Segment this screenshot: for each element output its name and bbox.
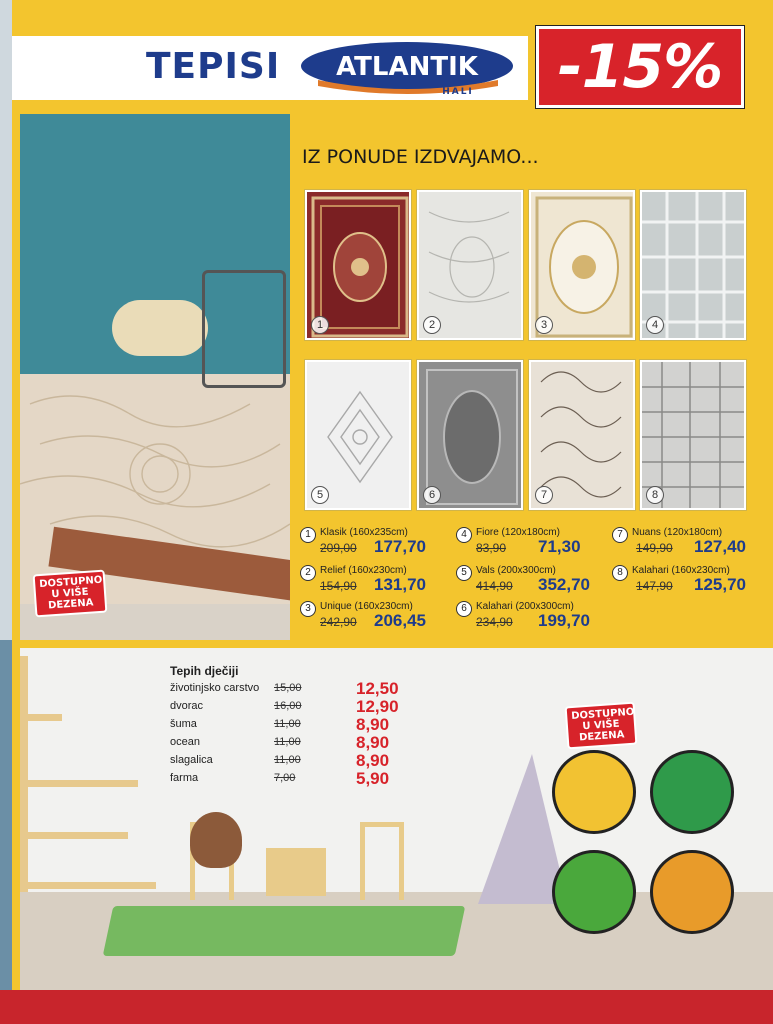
- shelf-board: [28, 780, 138, 787]
- rug-number: 1: [311, 316, 329, 334]
- old-price: 234,90: [476, 615, 513, 629]
- rug-number: 6: [423, 486, 441, 504]
- kids-price-row: [170, 751, 410, 770]
- kids-item-name: slagalica: [170, 754, 213, 766]
- mat-pattern-circle: [552, 750, 636, 834]
- rug-thumb-nuans[interactable]: [529, 360, 635, 510]
- item-name: Vals (200x300cm): [476, 565, 556, 576]
- badge-line: DEZENA: [47, 597, 94, 612]
- mat-pattern-circle: [650, 850, 734, 934]
- offer-title: IZ PONUDE IZDVAJAMO...: [302, 146, 539, 168]
- rug-number: 4: [646, 316, 664, 334]
- kids-item-name: farma: [170, 772, 199, 784]
- badge-line: DOSTUPNO: [570, 706, 635, 723]
- rug-thumb-unique[interactable]: [529, 190, 635, 340]
- teddy-bear: [190, 812, 242, 868]
- rug-thumb-klasik[interactable]: [305, 190, 411, 340]
- item-number: 6: [456, 601, 472, 617]
- available-badge: [565, 702, 638, 750]
- item-name: Klasik (160x235cm): [320, 527, 408, 538]
- mat-pattern-circle: [552, 850, 636, 934]
- rug-number: 3: [535, 316, 553, 334]
- item-number: 4: [456, 527, 472, 543]
- old-price: 209,00: [320, 541, 357, 555]
- old-price: 149,90: [636, 541, 673, 555]
- new-price: 352,70: [538, 575, 590, 594]
- kids-table: [266, 848, 326, 896]
- kids-price-row: [170, 715, 410, 734]
- kids-price-row: [170, 733, 410, 752]
- item-number: 7: [612, 527, 628, 543]
- kids-price-row: [170, 769, 410, 788]
- discount-box: [536, 26, 744, 108]
- kids-new-price: 12,90: [356, 697, 399, 716]
- kids-old-price: 7,00: [274, 772, 296, 784]
- kids-new-price: 8,90: [356, 733, 390, 752]
- brand-sub: HALI: [442, 87, 474, 96]
- kids-new-price: 5,90: [356, 769, 390, 788]
- kids-rug-title: Tepih dječiji: [170, 664, 239, 678]
- new-price: 206,45: [374, 611, 426, 630]
- kids-new-price: 12,50: [356, 679, 399, 698]
- item-number: 2: [300, 565, 316, 581]
- old-price: 83,90: [476, 541, 507, 555]
- old-price: 242,90: [320, 615, 357, 629]
- item-number: 3: [300, 601, 316, 617]
- kids-chair: [360, 822, 404, 900]
- shelf-board: [28, 832, 128, 839]
- kids-old-price: 11,00: [274, 718, 301, 730]
- shelf-board: [28, 714, 62, 721]
- play-mat: [103, 906, 466, 956]
- rug-number: 8: [646, 486, 664, 504]
- item-name: Nuans (120x180cm): [632, 527, 723, 538]
- new-price: 71,30: [538, 537, 581, 556]
- new-price: 177,70: [374, 537, 426, 556]
- new-price: 131,70: [374, 575, 426, 594]
- item-name: Fiore (120x180cm): [476, 527, 560, 538]
- item-name: Kalahari (200x300cm): [476, 601, 574, 612]
- rug-number: 7: [535, 486, 553, 504]
- rug-number: 5: [311, 486, 329, 504]
- kids-old-price: 11,00: [274, 754, 301, 766]
- new-price: 199,70: [538, 611, 590, 630]
- wooden-shelf: [20, 656, 148, 892]
- mat-pattern-circle: [650, 750, 734, 834]
- rug-thumb-fiore[interactable]: [640, 190, 746, 340]
- old-price: 147,90: [636, 579, 673, 593]
- shelf-board: [28, 882, 156, 889]
- item-number: 5: [456, 565, 472, 581]
- new-price: 127,40: [694, 537, 746, 556]
- kids-old-price: 11,00: [274, 736, 301, 748]
- left-edge-strip-top: [0, 0, 12, 640]
- kids-new-price: 8,90: [356, 715, 390, 734]
- item-number: 8: [612, 565, 628, 581]
- rug-thumb-kalahari-200[interactable]: [417, 360, 523, 510]
- kids-new-price: 8,90: [356, 751, 390, 770]
- bottom-bar: [0, 990, 773, 1024]
- rug-number: 2: [423, 316, 441, 334]
- page-title: TEPISI: [146, 46, 281, 87]
- kids-price-row: [170, 697, 410, 716]
- living-room-photo: [20, 114, 290, 640]
- badge-line: DEZENA: [578, 729, 625, 744]
- item-number: 1: [300, 527, 316, 543]
- badge-line: DOSTUPNO: [38, 574, 103, 591]
- wire-basket: [202, 270, 286, 388]
- badge-line: U VIŠE: [51, 586, 89, 601]
- old-price: 414,90: [476, 579, 513, 593]
- brand-name: ATLANTIK: [336, 52, 478, 82]
- item-name: Unique (160x230cm): [320, 601, 413, 612]
- badge-line: U VIŠE: [582, 718, 620, 733]
- item-name: Kalahari (160x230cm): [632, 565, 730, 576]
- kids-item-name: šuma: [170, 718, 197, 730]
- rug-thumb-relief[interactable]: [417, 190, 523, 340]
- kids-item-name: dvorac: [170, 700, 204, 712]
- available-badge: [33, 570, 108, 618]
- rug-thumb-vals[interactable]: [305, 360, 411, 510]
- yarn-roll: [112, 300, 208, 356]
- kids-old-price: 16,00: [274, 700, 302, 712]
- discount-label: -15%: [557, 32, 723, 102]
- kids-item-name: životinjsko carstvo: [170, 682, 260, 694]
- old-price: 154,90: [320, 579, 357, 593]
- brand-logo: [298, 40, 516, 96]
- item-name: Relief (160x230cm): [320, 565, 407, 576]
- rug-thumb-kalahari-160[interactable]: [640, 360, 746, 510]
- kids-item-name: ocean: [170, 736, 200, 748]
- kids-old-price: 15,00: [274, 682, 302, 694]
- kids-price-row: [170, 679, 410, 698]
- new-price: 125,70: [694, 575, 746, 594]
